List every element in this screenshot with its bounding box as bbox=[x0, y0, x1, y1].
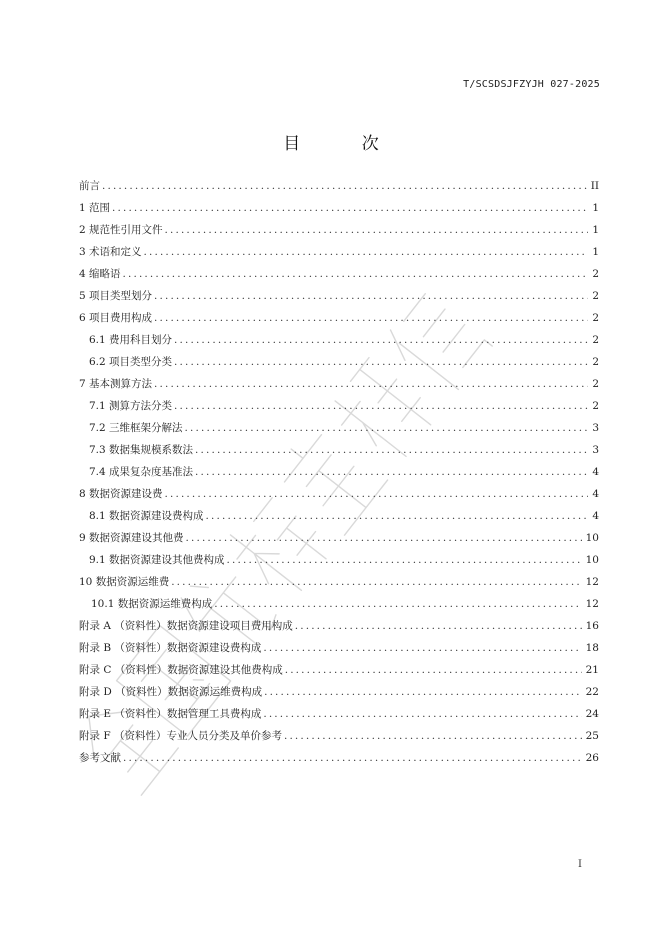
toc-dot-leader bbox=[263, 637, 581, 659]
toc-entry-label: 2 规范性引用文件 bbox=[79, 224, 163, 236]
toc-subentry[interactable] bbox=[79, 549, 599, 571]
toc-entry-page: 12 bbox=[585, 598, 599, 610]
toc-entry-page: 3 bbox=[592, 444, 599, 456]
toc-dot-leader bbox=[102, 175, 587, 197]
toc-dot-leader bbox=[206, 505, 589, 527]
toc-dot-leader bbox=[195, 439, 588, 461]
toc-dot-leader bbox=[174, 395, 588, 417]
toc-entry-label: 7.1 测算方法分类 bbox=[89, 400, 173, 412]
page-number: I bbox=[578, 859, 582, 870]
toc-entry[interactable] bbox=[79, 747, 599, 769]
toc-subentry[interactable] bbox=[79, 439, 599, 461]
toc-entry-page: 18 bbox=[585, 642, 599, 654]
toc-entry-label: 7.3 数据集规模系数法 bbox=[89, 444, 194, 456]
toc-entry[interactable] bbox=[79, 219, 599, 241]
toc-entry-page: 4 bbox=[592, 510, 599, 522]
toc-entry-page: 4 bbox=[592, 466, 599, 478]
toc-dot-leader bbox=[195, 461, 588, 483]
toc-entry[interactable] bbox=[79, 373, 599, 395]
toc-entry[interactable] bbox=[79, 703, 599, 725]
toc-entry-page: 22 bbox=[585, 686, 599, 698]
toc-entry-page: II bbox=[590, 180, 599, 192]
toc-dot-leader bbox=[295, 615, 582, 637]
toc-dot-leader bbox=[174, 329, 588, 351]
toc-entry[interactable] bbox=[79, 175, 599, 197]
toc-entry-page: 21 bbox=[585, 664, 599, 676]
toc-dot-leader bbox=[112, 197, 588, 219]
toc-dot-leader bbox=[264, 681, 582, 703]
toc-dot-leader bbox=[227, 549, 582, 571]
toc-subentry[interactable] bbox=[79, 461, 599, 483]
toc-dot-leader bbox=[186, 527, 582, 549]
toc-entry-label: 附录 C （资料性）数据资源建设其他费构成 bbox=[79, 664, 283, 676]
toc-entry-label: 附录 D （资料性）数据资源运维费构成 bbox=[79, 686, 263, 698]
toc-entry-page: 16 bbox=[585, 620, 599, 632]
toc-title: 目 次 bbox=[283, 134, 407, 154]
toc-entry-page: 2 bbox=[592, 268, 599, 280]
toc-dot-leader bbox=[123, 747, 582, 769]
toc-entry[interactable] bbox=[79, 307, 599, 329]
toc-entry-page: 2 bbox=[592, 290, 599, 302]
toc-entry-label: 9.1 数据资源建设其他费构成 bbox=[89, 554, 225, 566]
toc-entry-label: 10.1 数据资源运维费构成 bbox=[91, 598, 213, 610]
toc-dot-leader bbox=[263, 703, 581, 725]
toc-entry-label: 6 项目费用构成 bbox=[79, 312, 153, 324]
toc-dot-leader bbox=[144, 241, 589, 263]
toc-entry-label: 10 数据资源运维费 bbox=[79, 576, 170, 588]
toc-entry[interactable] bbox=[79, 725, 599, 747]
toc-entry[interactable] bbox=[79, 571, 599, 593]
toc-entry-label: 7.4 成果复杂度基准法 bbox=[89, 466, 194, 478]
toc-entry-label: 附录 E （资料性）数据管理工具费构成 bbox=[79, 708, 262, 720]
toc-dot-leader bbox=[185, 417, 589, 439]
toc-entry-label: 6.1 费用科目划分 bbox=[89, 334, 173, 346]
toc-entry-label: 附录 B （资料性）数据资源建设费构成 bbox=[79, 642, 262, 654]
toc-entry-page: 25 bbox=[585, 730, 599, 742]
toc-entry-label: 1 范围 bbox=[79, 202, 111, 214]
toc-entry[interactable] bbox=[79, 197, 599, 219]
toc-entry-page: 2 bbox=[592, 312, 599, 324]
toc-entry-label: 4 缩略语 bbox=[79, 268, 121, 280]
toc-entry-label: 7.2 三维框架分解法 bbox=[89, 422, 183, 434]
toc-entry-page: 1 bbox=[592, 246, 599, 258]
toc-dot-leader bbox=[174, 351, 588, 373]
toc-entry-page: 1 bbox=[592, 202, 599, 214]
toc-dot-leader bbox=[171, 571, 581, 593]
toc-subentry[interactable] bbox=[79, 417, 599, 439]
toc-subentry[interactable] bbox=[79, 395, 599, 417]
table-of-contents bbox=[79, 175, 599, 769]
toc-dot-leader bbox=[123, 263, 589, 285]
toc-entry[interactable] bbox=[79, 527, 599, 549]
toc-dot-leader bbox=[285, 659, 582, 681]
toc-subentry[interactable] bbox=[79, 351, 599, 373]
toc-entry-page: 12 bbox=[585, 576, 599, 588]
toc-entry[interactable] bbox=[79, 615, 599, 637]
toc-entry-label: 8.1 数据资源建设费构成 bbox=[89, 510, 204, 522]
toc-subentry[interactable] bbox=[79, 329, 599, 351]
toc-entry-page: 3 bbox=[592, 422, 599, 434]
toc-dot-leader bbox=[154, 285, 588, 307]
toc-entry-page: 1 bbox=[592, 224, 599, 236]
toc-dot-leader bbox=[154, 373, 588, 395]
toc-entry-label: 参考文献 bbox=[79, 752, 121, 764]
toc-entry-label: 8 数据资源建设费 bbox=[79, 488, 163, 500]
toc-entry[interactable] bbox=[79, 659, 599, 681]
toc-entry-label: 前言 bbox=[79, 180, 100, 192]
toc-entry[interactable] bbox=[79, 681, 599, 703]
toc-entry-label: 6.2 项目类型分类 bbox=[89, 356, 173, 368]
toc-entry[interactable] bbox=[79, 483, 599, 505]
toc-entry-page: 2 bbox=[592, 334, 599, 346]
toc-entry-label: 7 基本测算方法 bbox=[79, 378, 153, 390]
standard-number: T/SCSDSJFZYJH 027-2025 bbox=[463, 79, 600, 90]
toc-dot-leader bbox=[154, 307, 588, 329]
toc-entry[interactable] bbox=[79, 263, 599, 285]
toc-entry-label: 5 项目类型划分 bbox=[79, 290, 153, 302]
toc-entry-page: 2 bbox=[592, 378, 599, 390]
toc-subentry[interactable] bbox=[79, 505, 599, 527]
toc-entry[interactable] bbox=[79, 637, 599, 659]
toc-entry-label: 附录 A （资料性）数据资源建设项目费用构成 bbox=[79, 620, 293, 632]
toc-entry-page: 4 bbox=[592, 488, 599, 500]
toc-entry-label: 9 数据资源建设其他费 bbox=[79, 532, 184, 544]
toc-entry-page: 10 bbox=[585, 554, 599, 566]
toc-subentry[interactable] bbox=[79, 593, 599, 615]
toc-entry[interactable] bbox=[79, 285, 599, 307]
toc-entry-page: 2 bbox=[592, 356, 599, 368]
toc-dot-leader bbox=[165, 483, 589, 505]
toc-entry-page: 24 bbox=[585, 708, 599, 720]
toc-dot-leader bbox=[214, 593, 581, 615]
toc-entry-label: 3 术语和定义 bbox=[79, 246, 142, 258]
toc-entry[interactable] bbox=[79, 241, 599, 263]
toc-entry-page: 2 bbox=[592, 400, 599, 412]
toc-entry-page: 26 bbox=[585, 752, 599, 764]
toc-dot-leader bbox=[165, 219, 589, 241]
toc-entry-page: 10 bbox=[585, 532, 599, 544]
toc-dot-leader bbox=[284, 725, 582, 747]
toc-entry-label: 附录 F （资料性）专业人员分类及单价参考 bbox=[79, 730, 282, 742]
